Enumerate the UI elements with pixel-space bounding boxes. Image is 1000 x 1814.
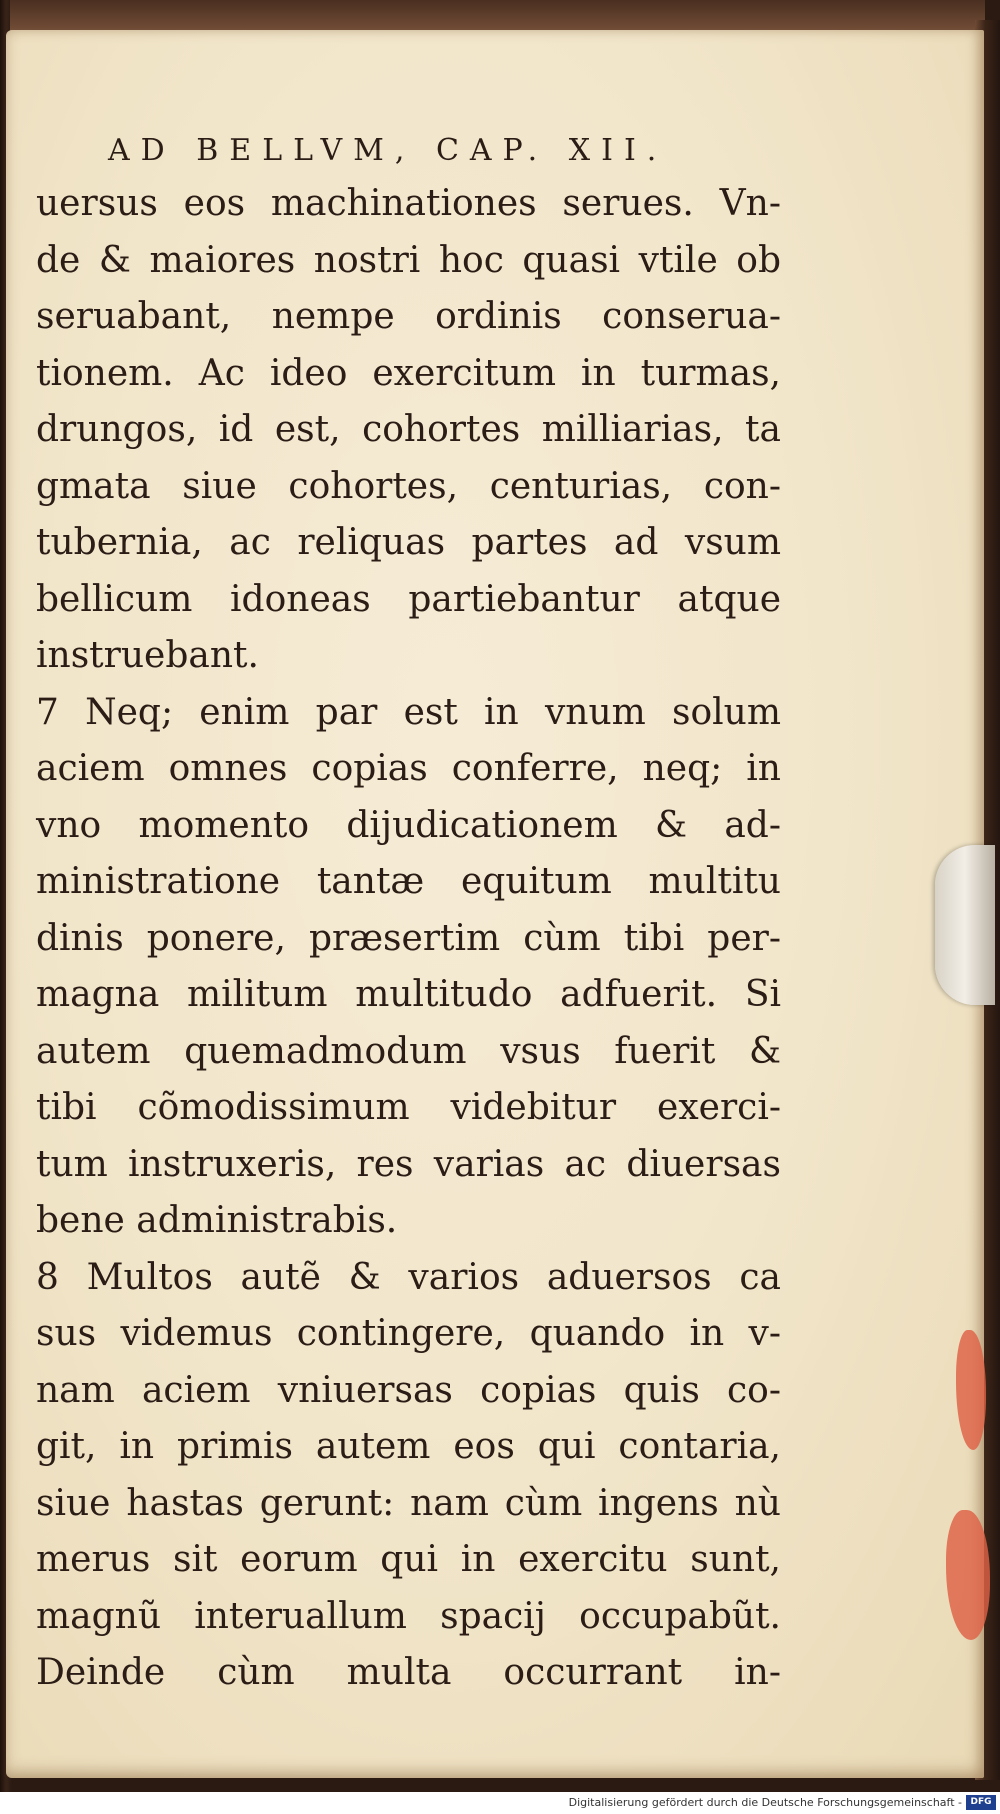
page-clip [935,845,995,1005]
text-line: git, in primis autem eos qui contaria, [36,1426,781,1467]
text-line: de & maiores nostri hoc quasi vtile ob [36,239,781,281]
text-line: autem quemadmodum vsus fuerit & [36,1030,781,1072]
text-line: merus sit eorum qui in exercitu sunt, [36,1539,781,1580]
text-line: bene administrabis. [36,1200,398,1241]
text-line: sus videmus contingere, quando in v- [36,1313,781,1354]
page-text [36,126,781,1702]
red-stain [946,1510,990,1640]
text-line: uersus eos machinationes serues. Vn- [36,183,781,224]
text-line: bellicum idoneas partiebantur atque [36,578,781,620]
text-line: magnũ interuallum spacij occupabũt. [36,1595,781,1637]
text-line: Deinde cùm multa occurrant in- [36,1652,781,1693]
text-line: gmata siue cohortes, centurias, con- [36,465,781,507]
text-line: tubernia, ac reliquas partes ad vsum [36,522,781,563]
text-line: seruabant, nempe ordinis conserua- [36,296,781,337]
text-line: dinis ponere, præsertim cùm tibi per- [36,917,781,959]
text-line: tum instruxeris, res varias ac diuersas [36,1143,781,1185]
text-line: vno momento dijudicationem & ad- [36,804,781,846]
running-header: AD BELLVM, CAP. XII. [108,133,668,168]
book-page [6,30,984,1778]
text-line: 8 Multos autẽ & varios aduersos ca [36,1256,781,1298]
text-line: nam aciem vniuersas copias quis co- [36,1369,781,1411]
text-line: ministratione tantæ equitum multitu [36,861,781,902]
text-line: tibi cõmodissimum videbitur exerci- [36,1087,781,1128]
red-stain [956,1330,986,1450]
text-line: aciem omnes copias conferre, neq; in [36,748,781,789]
digitization-credit: Digitalisierung gefördert durch die Deutsche Forschungsgemeinschaft - [568,1796,962,1809]
text-line: instruebant. [36,635,259,676]
text-line: siue hastas gerunt: nam cùm ingens nù [36,1482,781,1524]
text-line: 7 Neq; enim par est in vnum solum [36,691,781,733]
text-line: magna militum multitudo adfuerit. Si [36,974,781,1015]
text-line: tionem. Ac ideo exercitum in turmas, [36,352,781,394]
dfg-logo: DFG [966,1795,996,1810]
text-line: drungos, id est, cohortes milliarias, ta [36,409,781,450]
